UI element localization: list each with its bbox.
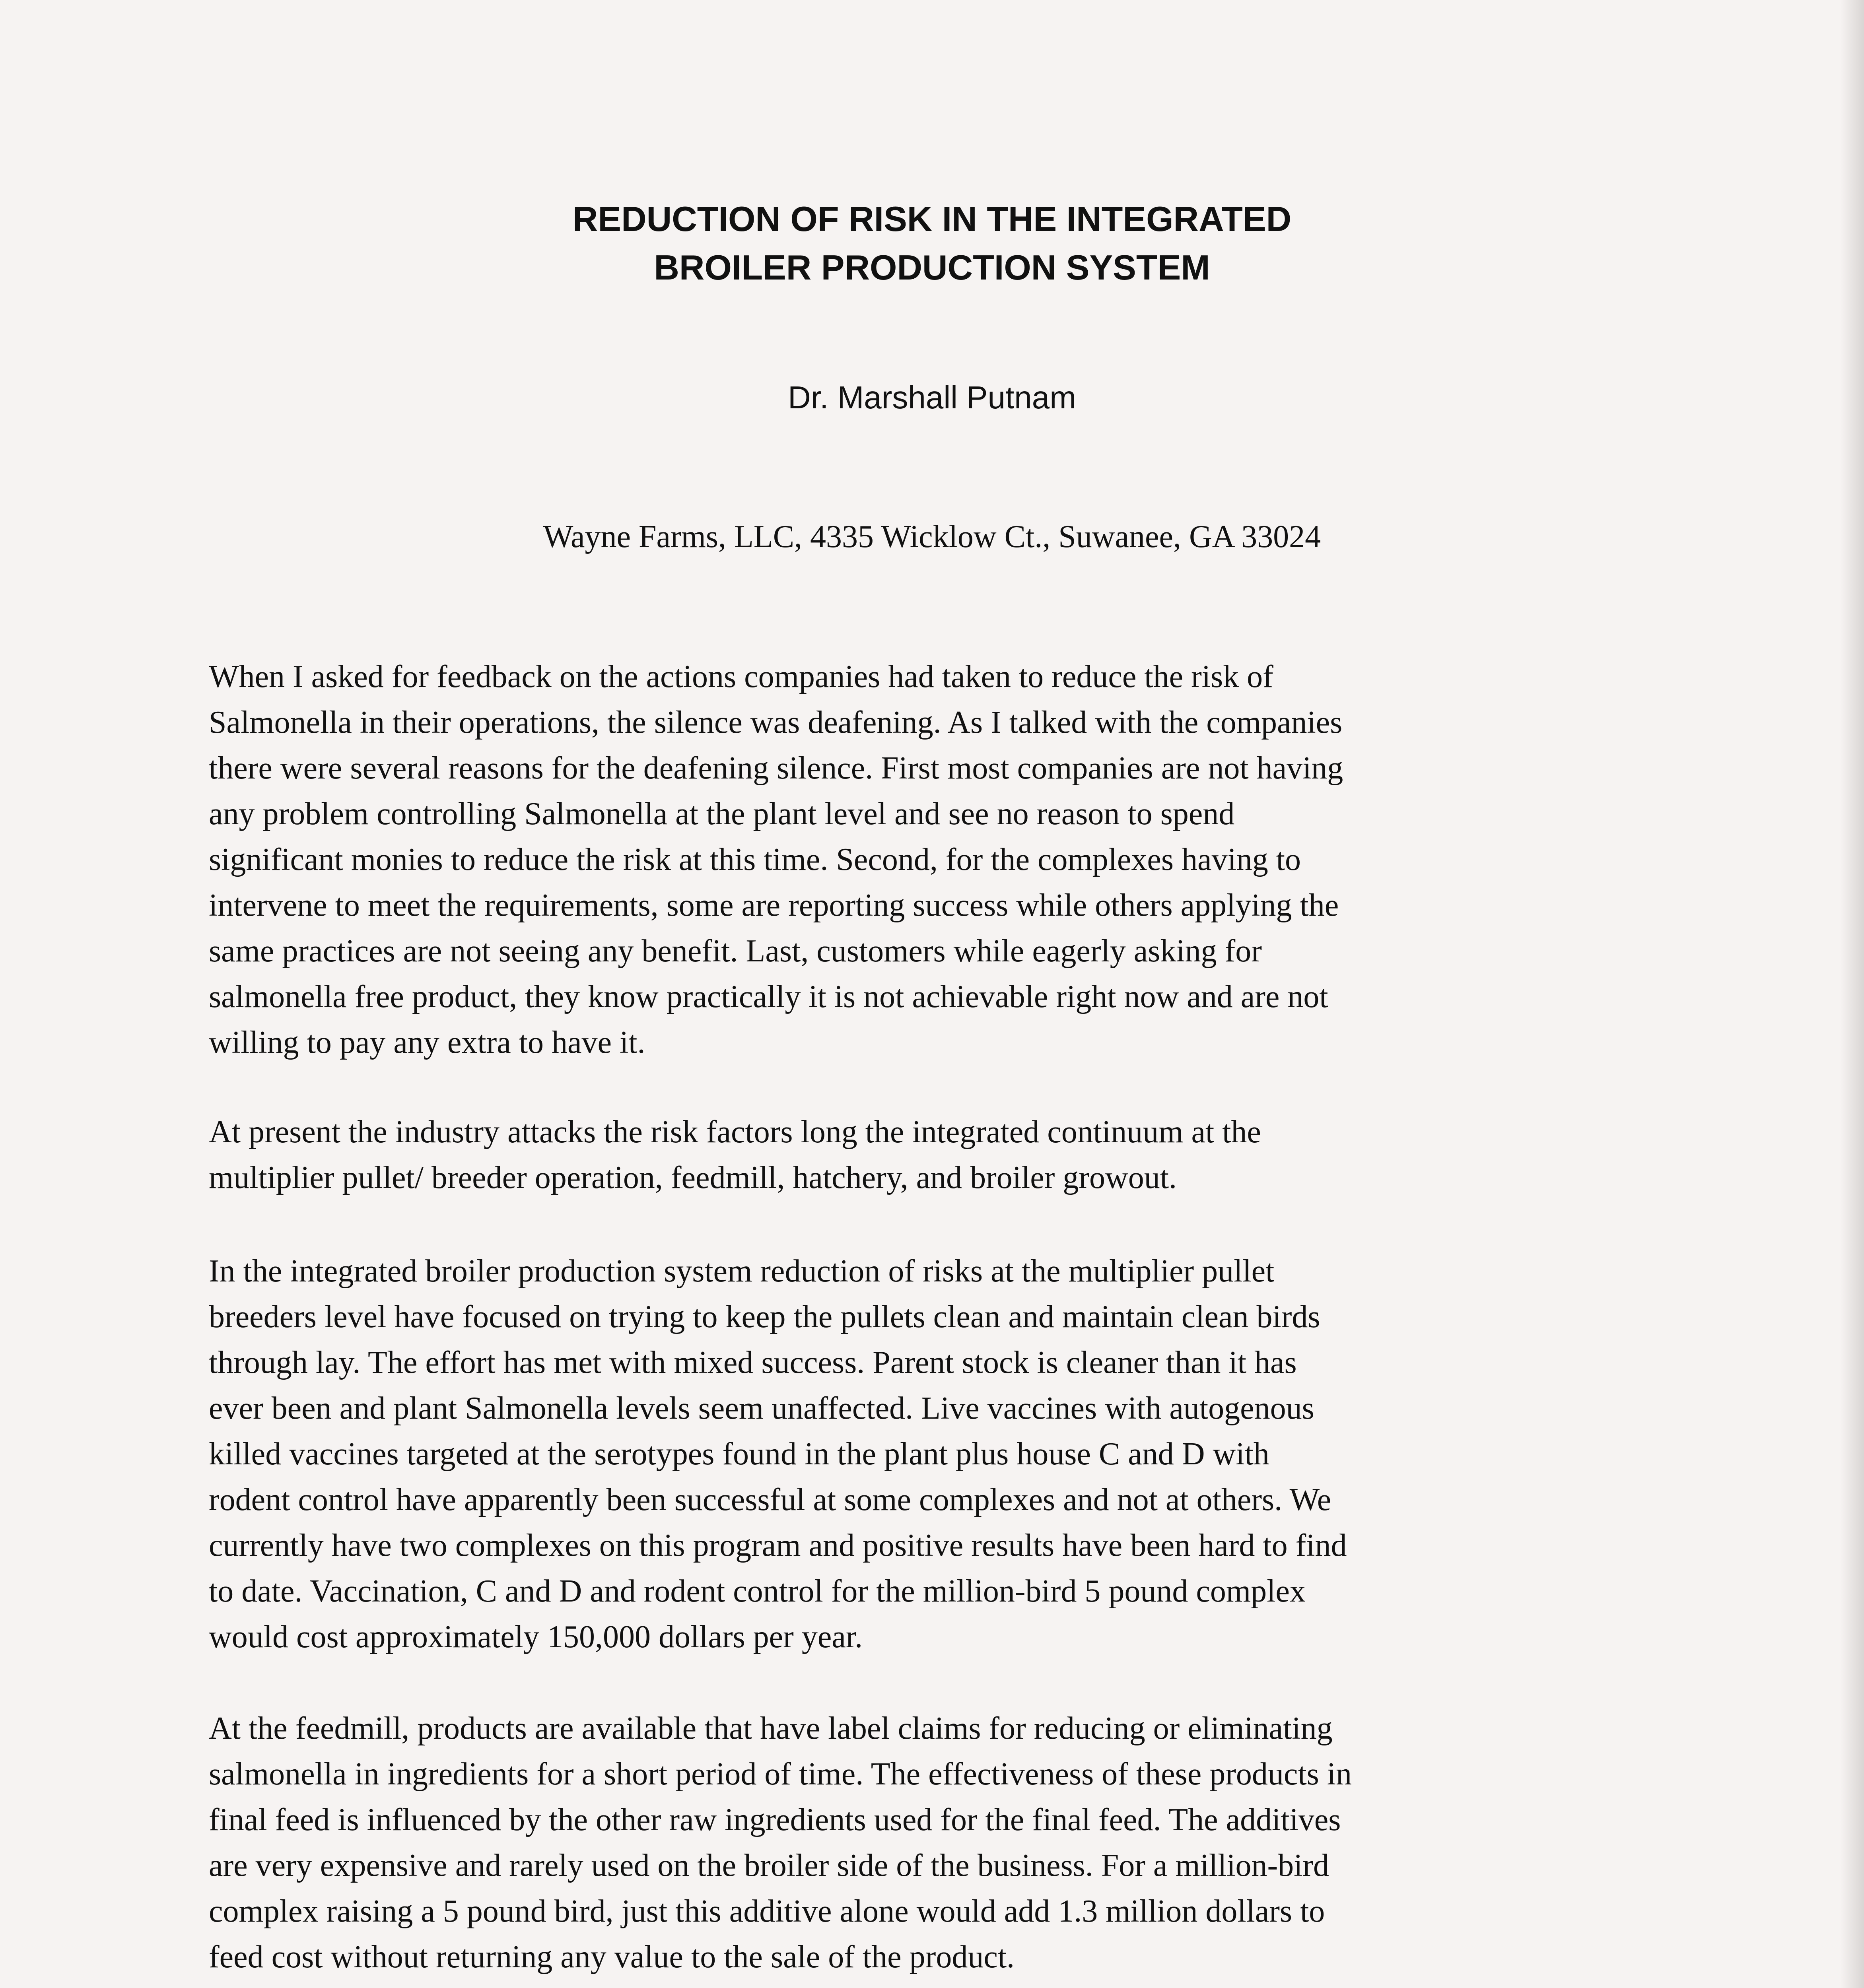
text-line: rodent control have apparently been successful at some complexes and not at others. We [209, 1482, 1331, 1517]
text-line: breeders level have focused on trying to keep the pullets clean and maintain clean birds [209, 1299, 1320, 1334]
text-line: killed vaccines targeted at the serotypes found in the plant plus house C and D with [209, 1437, 1269, 1472]
text-line: In the integrated broiler production system reduction of risks at the multiplier pullet [209, 1254, 1275, 1289]
text-line: complex raising a 5 pound bird, just this additive alone would add 1.3 million dollars to [209, 1894, 1325, 1929]
paragraph-multiplier-breeders [209, 1248, 1656, 1660]
title-line: REDUCTION OF RISK IN THE INTEGRATED [572, 199, 1292, 239]
text-line: Salmonella in their operations, the silence was deafening. As I talked with the companies [209, 705, 1343, 740]
text-line: salmonella free product, they know practically it is not achievable right now and are not [209, 979, 1328, 1014]
author-affiliation: Wayne Farms, LLC, 4335 Wicklow Ct., Suwanee, GA 33024 [543, 519, 1321, 554]
text-line: At the feedmill, products are available that have label claims for reducing or eliminating [209, 1711, 1333, 1746]
title-line: BROILER PRODUCTION SYSTEM [654, 248, 1210, 287]
text-line: willing to pay any extra to have it. [209, 1025, 645, 1060]
text-line: multiplier pullet/ breeder operation, feedmill, hatchery, and broiler growout. [209, 1160, 1177, 1195]
document-title [0, 195, 1864, 292]
text-line: currently have two complexes on this program and positive results have been hard to find [209, 1528, 1347, 1563]
text-line: At present the industry attacks the risk factors long the integrated continuum at the [209, 1114, 1261, 1149]
text-line: through lay. The effort has met with mixed success. Parent stock is cleaner than it has [209, 1345, 1297, 1380]
paragraph-risk-factors [209, 1109, 1656, 1201]
text-line: feed cost without returning any value to the sale of the product. [209, 1939, 1015, 1974]
text-line: there were several reasons for the deafening silence. First most companies are not having [209, 751, 1343, 786]
author-name: Dr. Marshall Putnam [788, 380, 1076, 415]
text-line: would cost approximately 150,000 dollars per year. [209, 1619, 863, 1654]
text-line: to date. Vaccination, C and D and rodent control for the million-bird 5 pound complex [209, 1574, 1306, 1609]
text-line: salmonella in ingredients for a short period of time. The effectiveness of these products in [209, 1757, 1352, 1792]
text-line: When I asked for feedback on the actions companies had taken to reduce the risk of [209, 659, 1273, 694]
text-line: ever been and plant Salmonella levels seem unaffected. Live vaccines with autogenous [209, 1391, 1314, 1426]
text-line: final feed is influenced by the other raw ingredients used for the final feed. The additives [209, 1802, 1341, 1837]
page-edge-shadow [1840, 0, 1864, 1988]
paragraph-feedmill [209, 1706, 1656, 1980]
text-line: are very expensive and rarely used on the broiler side of the business. For a million-bird [209, 1848, 1329, 1883]
text-line: any problem controlling Salmonella at the plant level and see no reason to spend [209, 796, 1235, 831]
text-line: intervene to meet the requirements, some are reporting success while others applying the [209, 888, 1339, 923]
text-line: same practices are not seeing any benefit. Last, customers while eagerly asking for [209, 934, 1262, 969]
paragraph-feedback [209, 654, 1656, 1066]
text-line: significant monies to reduce the risk at this time. Second, for the complexes having to [209, 842, 1301, 877]
